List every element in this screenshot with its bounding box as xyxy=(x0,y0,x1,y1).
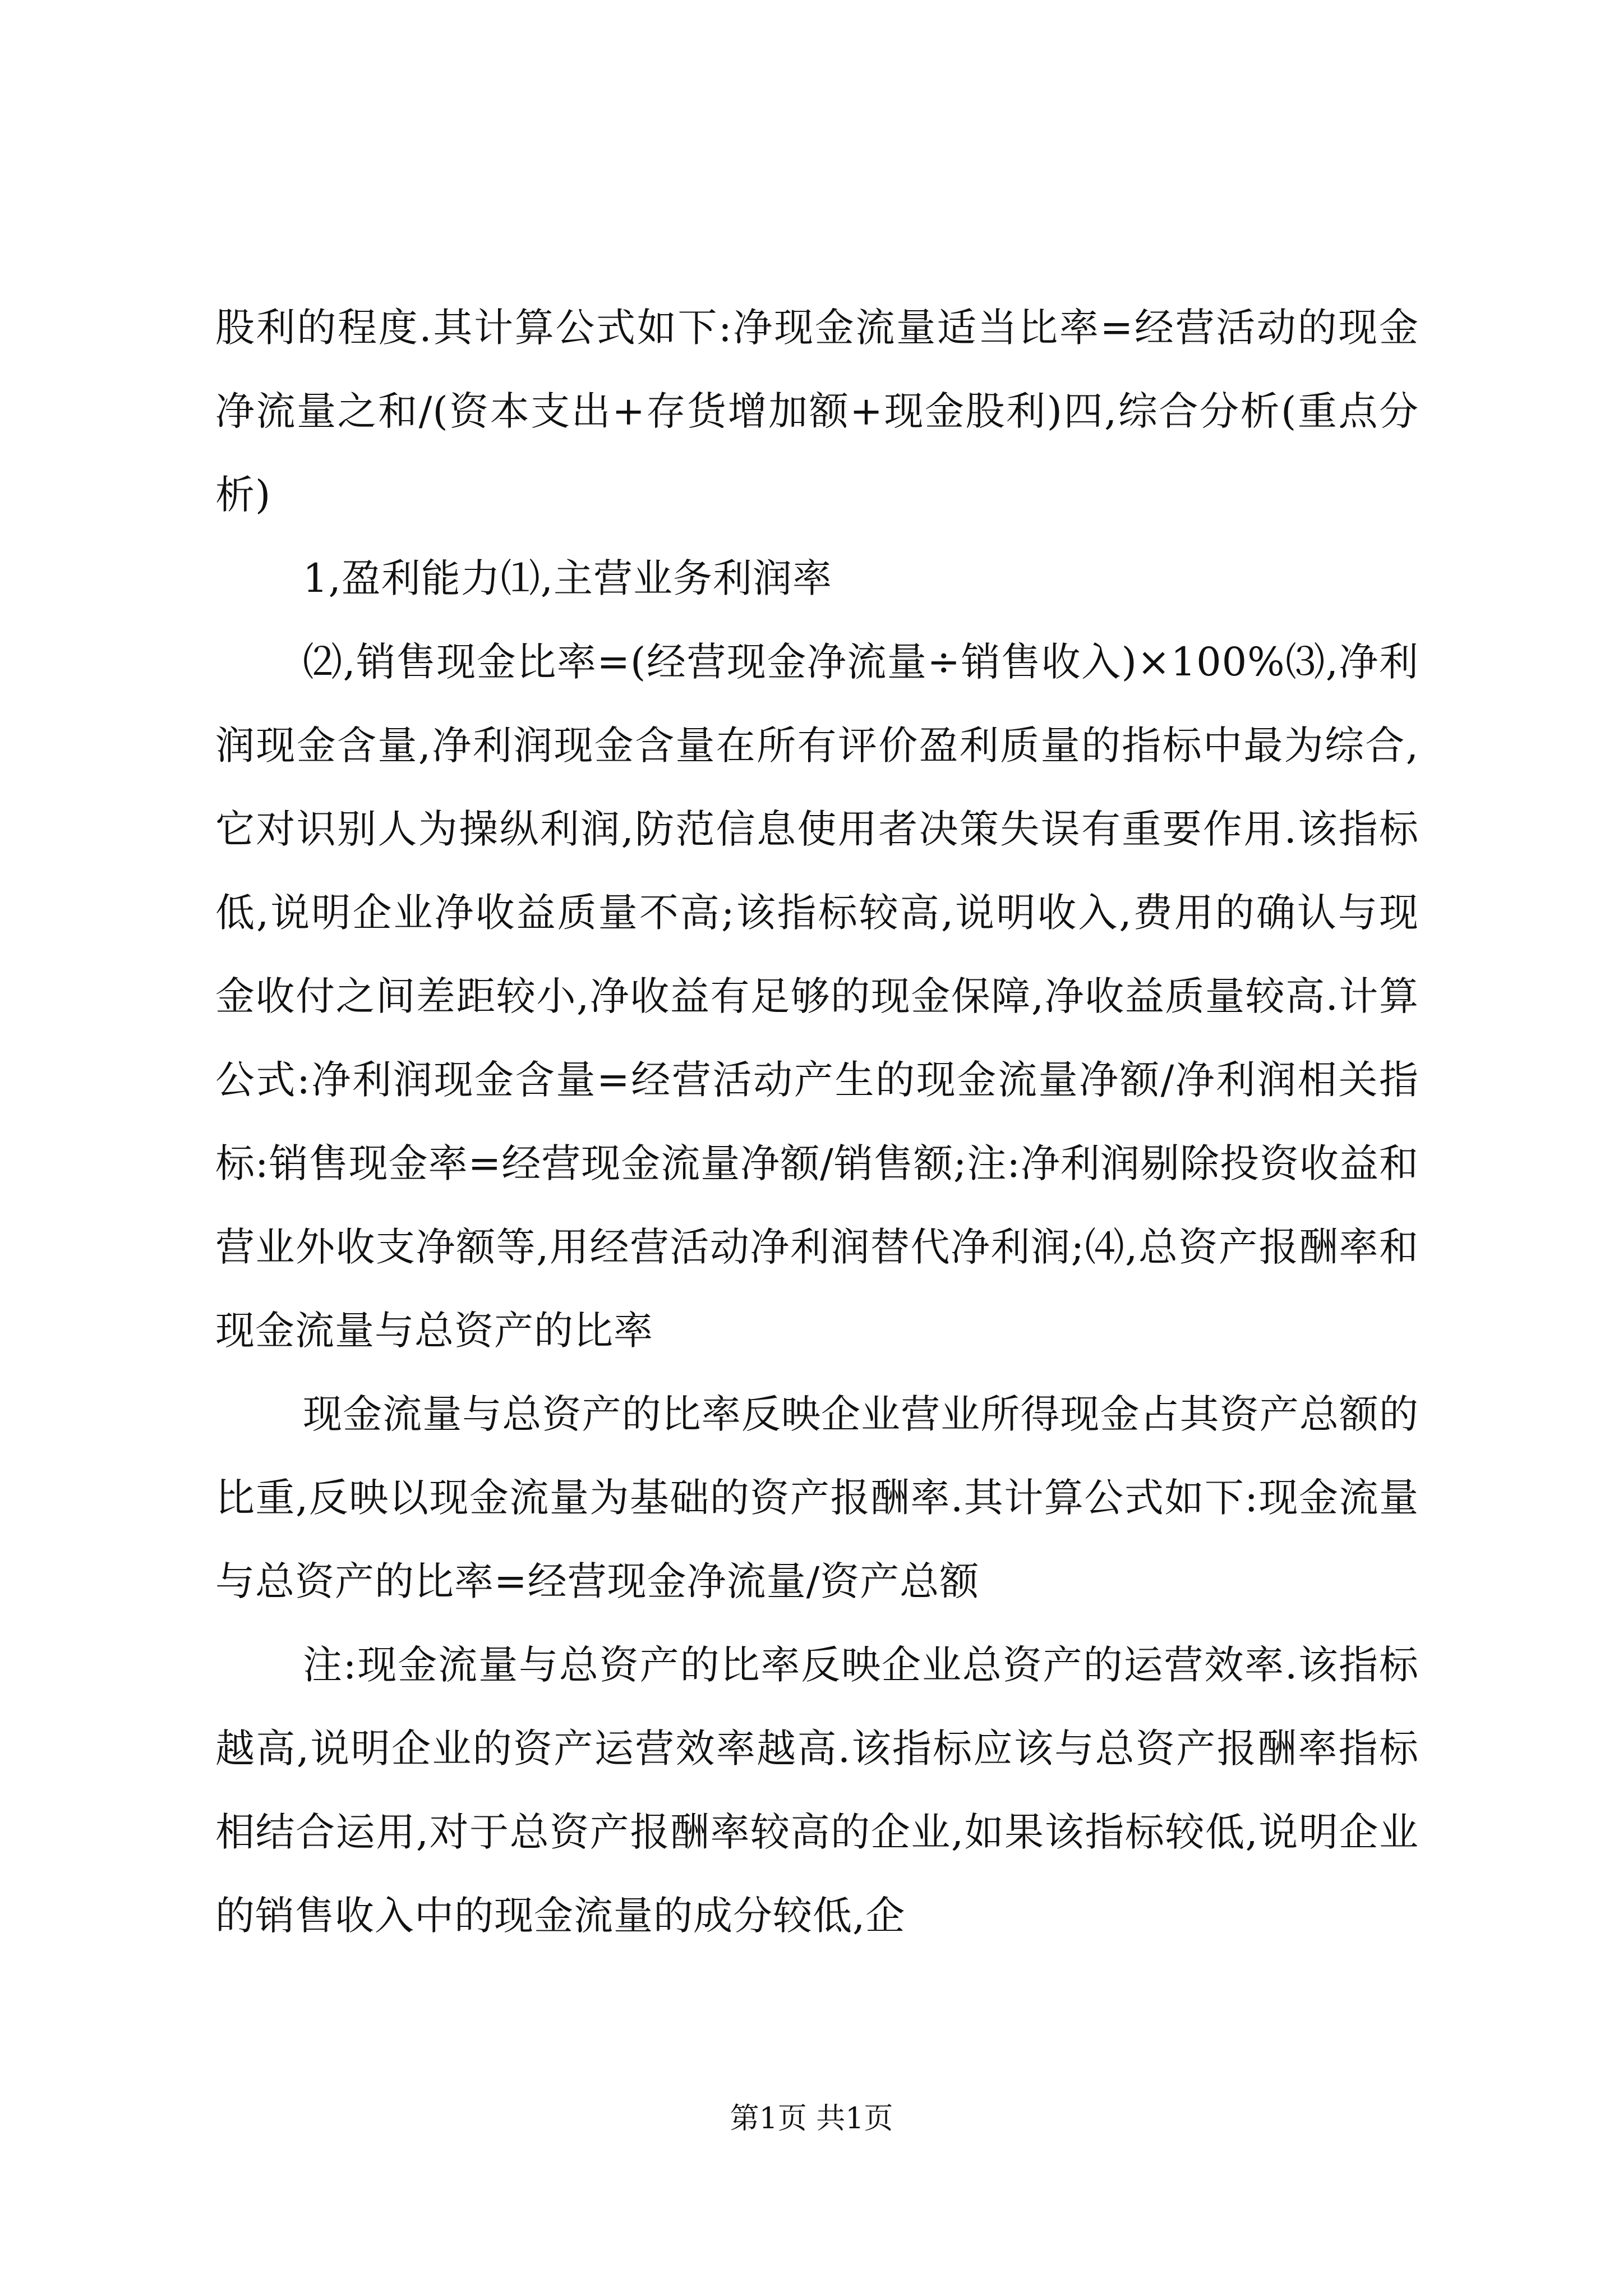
paragraph-3: ⑵,销售现金比率=(经营现金净流量÷销售收入)×100%⑶,净利润现金含量,净利润现金含量在所有评价盈利质量的指标中最为综合,它对识别人为操纵利润,防范信息使用者决策失误有重要作用.该指标低,说明企业净收益质量不高;该指标较高,说明收入,费用的确认与现金收付之间差距较小,净收益有足够的现金保障,净收益质量较高.计算公式:净利润现金含量=经营活动产生的现金流量净额/净利润相关指标:销售现金率=经营现金流量净额/销售额;注:净利润剔除投资收益和营业外收支净额等,用经营活动净利润替代净利润;⑷,总资产报酬率和现金流量与总资产的比率 xyxy=(215,639,1419,1354)
paragraph-4: 现金流量与总资产的比率反映企业营业所得现金占其资产总额的比重,反映以现金流量为基础的资产报酬率.其计算公式如下:现金流量与总资产的比率=经营现金净流量/资产总额 xyxy=(215,1391,1419,1604)
paragraph-2: 1,盈利能力⑴,主营业务利润率 xyxy=(303,555,833,601)
paragraph-1: 股利的程度.其计算公式如下:净现金流量适当比率=经营活动的现金净流量之和/(资本支出+存货增加额+现金股利)四,综合分析(重点分析) xyxy=(215,305,1419,518)
page-footer: 第1页 共1页 xyxy=(730,2102,893,2136)
paragraph-5: 注:现金流量与总资产的比率反映企业总资产的运营效率.该指标越高,说明企业的资产运营效率越高.该指标应该与总资产报酬率指标相结合运用,对于总资产报酬率较高的企业,如果该指标较低,说明企业的销售收入中的现金流量的成分较低,企 xyxy=(215,1642,1419,1939)
document-body xyxy=(215,286,1419,1958)
